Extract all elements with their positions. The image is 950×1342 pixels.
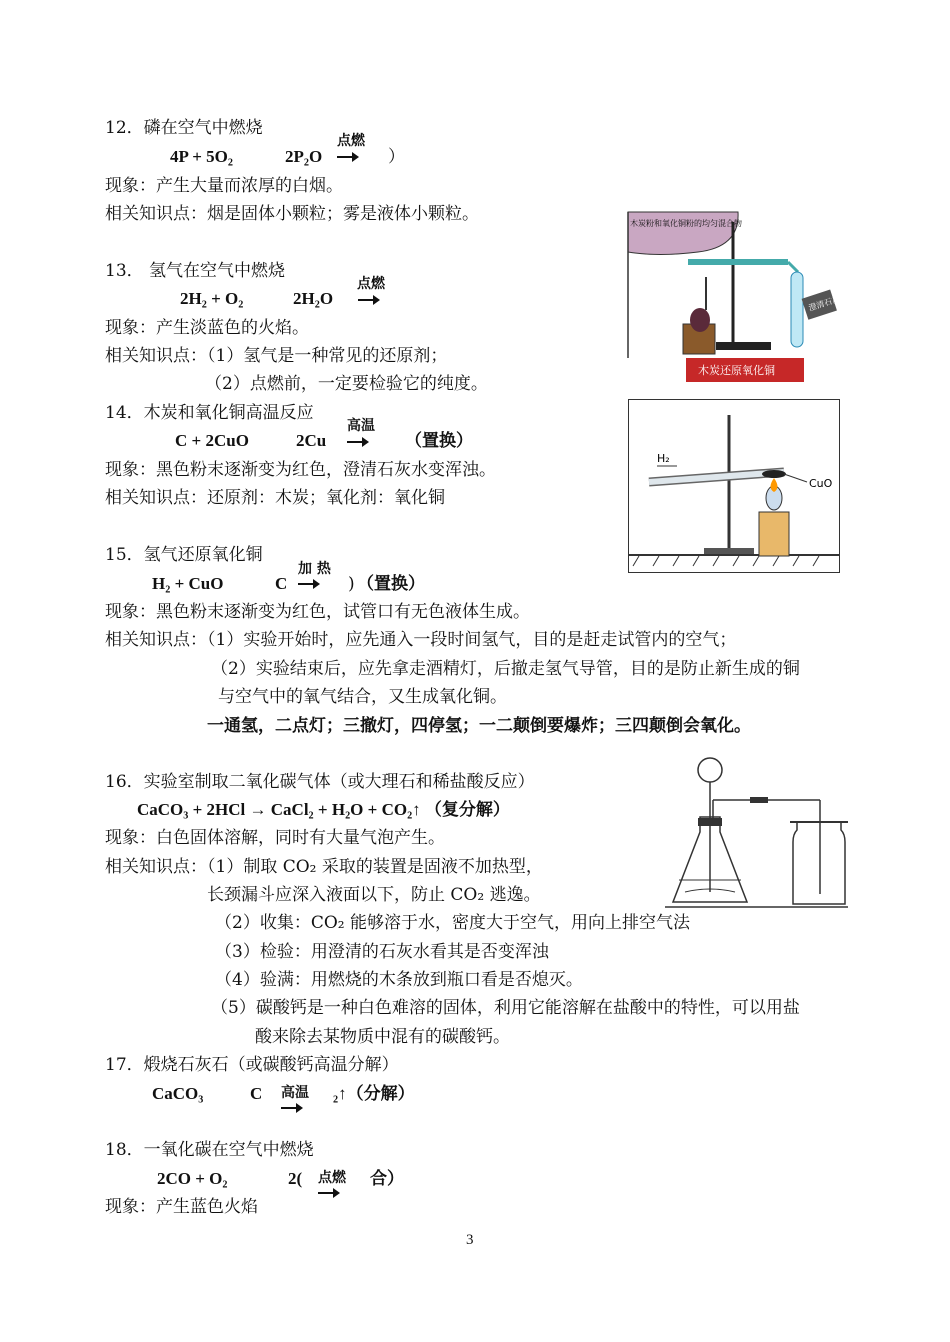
sec13-knowledge-2: （2）点燃前，一定要检验它的纯度。 [205, 374, 488, 394]
sec14-product: 2Cu [296, 431, 327, 450]
sec14-arrow [347, 441, 367, 443]
sec18-condition: 点燃 [318, 1170, 346, 1186]
sec12-product: 2P₂O [285, 147, 323, 166]
fig2-label-cuo: CuO [809, 477, 833, 490]
sec15-mnemonic: 一通氢，二点灯；三撤灯，四停氢；一二颠倒要爆炸；三四颠倒会氧化。 [207, 716, 751, 736]
sec17-title: 17．煅烧石灰石（或碳酸钙高温分解） [105, 1055, 399, 1075]
sec12-phenomenon: 现象：产生大量而浓厚的白烟。 [105, 176, 343, 196]
fig2-label-h2: H₂ [657, 452, 670, 465]
sec15-tail: ) [348, 574, 355, 594]
sec15-arrow [298, 583, 318, 585]
sec15-reactants: H₂ + CuO [152, 574, 224, 593]
sec16-knowledge-3: （3）检验：用澄清的石灰水看其是否变浑浊 [215, 942, 549, 962]
co2-apparatus-illustration [665, 752, 848, 908]
sec14-knowledge: 相关知识点：还原剂：木炭；氧化剂：氧化铜 [105, 488, 445, 508]
sec15-knowledge-3: 与空气中的氧气结合，又生成氧化铜。 [218, 687, 507, 707]
sec17-condition: 高温 [281, 1085, 309, 1101]
sec18-product: 2( [288, 1169, 303, 1188]
sec12-knowledge: 相关知识点：烟是固体小颗粒；雾是液体小颗粒。 [105, 204, 479, 224]
sec13-title: 13． 氢气在空气中燃烧 [105, 261, 286, 281]
sec13-condition: 点燃 [357, 276, 385, 292]
sec14-phenomenon: 现象：黑色粉末逐渐变为红色，澄清石灰水变浑浊。 [105, 460, 496, 480]
sec16-knowledge-5: （5）碳酸钙是一种白色难溶的固体，利用它能溶解在盐酸中的特性，可以用盐 [211, 998, 800, 1018]
sec13-arrow [358, 299, 378, 301]
sec17-reactants: CaCO₃ [152, 1084, 204, 1103]
sec14-condition: 高温 [347, 418, 375, 434]
sec15-product: C [275, 574, 288, 593]
fig1-caption-bottom: 木炭还原氧化铜 [698, 364, 775, 377]
fig1-caption-top: 木炭粉和氧化铜粉的均匀混合物 [630, 219, 742, 228]
fig1-label-right: 澄清石灰水 [807, 291, 849, 313]
sec16-knowledge-5b: 酸来除去某物质中混有的碳酸钙。 [255, 1027, 510, 1047]
sec15-type: （置换） [357, 574, 425, 594]
sec15-knowledge-2: （2）实验结束后，应先拿走酒精灯，后撤走氢气导管，目的是防止新生成的铜 [211, 659, 800, 679]
charcoal-apparatus-illustration [628, 212, 849, 384]
sec13-reactants: 2H₂ + O₂ [180, 289, 244, 308]
sec13-knowledge-1: 相关知识点：（1）氢气是一种常见的还原剂； [105, 346, 448, 366]
sec16-knowledge-1: 相关知识点：（1）制取 CO₂ 采取的装置是固液不加热型， [105, 857, 543, 877]
sec15-phenomenon: 现象：黑色粉末逐渐变为红色，试管口有无色液体生成。 [105, 602, 530, 622]
sec17-product: C [250, 1084, 263, 1103]
sec18-arrow [318, 1192, 338, 1194]
sec17-tail: ₂↑（分解） [333, 1084, 415, 1103]
sec13-product: 2H₂O [293, 289, 334, 308]
figure-hydrogen-reduction [628, 399, 840, 573]
sec17-arrow [281, 1107, 301, 1109]
sec15-knowledge-1: 相关知识点：（1）实验开始时，应先通入一段时间氢气，目的是赶走试管内的空气； [105, 630, 737, 650]
figure-charcoal-reduction [628, 212, 849, 384]
sec12-arrow [337, 156, 357, 158]
sec16-phenomenon: 现象：白色固体溶解，同时有大量气泡产生。 [105, 828, 445, 848]
sec12-reactants: 4P + 5O₂ [170, 147, 233, 166]
sec16-knowledge-1b: 长颈漏斗应深入液面以下，防止 CO₂ 逃逸。 [207, 885, 541, 905]
sec18-title: 18．一氧化碳在空气中燃烧 [105, 1140, 314, 1160]
sec16-knowledge-2: （2）收集：CO₂ 能够溶于水，密度大于空气，用向上排空气法 [215, 913, 690, 933]
sec13-phenomenon: 现象：产生淡蓝色的火焰。 [105, 318, 309, 338]
sec12-condition: 点燃 [337, 133, 365, 149]
sec14-type: （置换） [405, 431, 473, 451]
sec12-title: 12．磷在空气中燃烧 [105, 118, 263, 138]
sec15-title: 15．氢气还原氧化铜 [105, 545, 263, 565]
sec12-tail: ） [388, 147, 405, 167]
sec16-knowledge-4: （4）验满：用燃烧的木条放到瓶口看是否熄灭。 [215, 970, 583, 990]
sec16-title: 16．实验室制取二氧化碳气体（或大理石和稀盐酸反应） [105, 772, 535, 792]
sec14-reactants: C + 2CuO [175, 431, 249, 450]
figure-co2-apparatus [665, 752, 848, 908]
sec15-condition: 加 热 [298, 561, 331, 577]
page-number: 3 [466, 1232, 474, 1248]
hydrogen-apparatus-illustration [629, 400, 839, 572]
sec16-equation: CaCO₃ + 2HCl → CaCl₂ + H₂O + CO₂↑ （复分解） [137, 800, 510, 819]
sec18-reactants: 2CO + O₂ [157, 1169, 228, 1188]
sec18-phenomenon: 现象：产生蓝色火焰 [105, 1197, 258, 1217]
sec14-title: 14．木炭和氧化铜高温反应 [105, 403, 314, 423]
sec18-tail: 合） [370, 1169, 404, 1188]
